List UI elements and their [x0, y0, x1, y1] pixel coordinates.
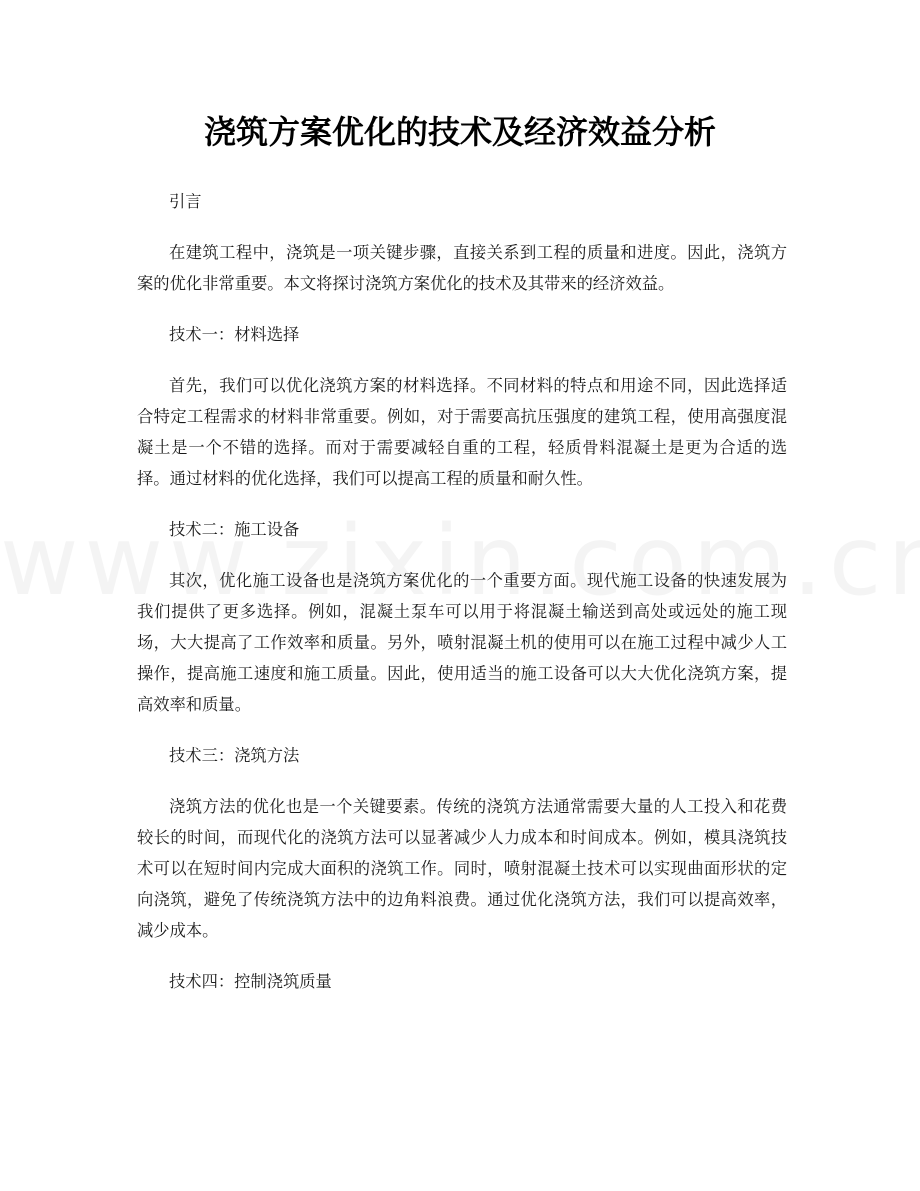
section-heading-tech-4: 技术四：控制浇筑质量: [169, 972, 332, 991]
section-heading-tech-2: 技术二：施工设备: [169, 520, 300, 539]
section-heading-tech-1: 技术一：材料选择: [169, 325, 300, 344]
paragraph-tech-1: 首先，我们可以优化浇筑方案的材料选择。不同材料的特点和用途不同，因此选择适合特定工程需求的材料非常重要。例如，对于需要高抗压强度的建筑工程，使用高强度混凝土是一个不错的选择。而对于需要减轻自重的工程，轻质骨料混凝土是更为合适的选择。通过材料的优化选择，我们可以提高工程的质量和耐久性。: [137, 376, 787, 488]
document-body: [137, 186, 787, 997]
paragraph-tech-2: 其次，优化施工设备也是浇筑方案优化的一个重要方面。现代施工设备的快速发展为我们提供了更多选择。例如，混凝土泵车可以用于将混凝土输送到高处或远处的施工现场，大大提高了工作效率和质量。另外，喷射混凝土机的使用可以在施工过程中减少人工操作，提高施工速度和施工质量。因此，使用适当的施工设备可以大大优化浇筑方案，提高效率和质量。: [137, 571, 787, 714]
document-title: 浇筑方案优化的技术及经济效益分析: [203, 113, 716, 151]
section-heading-intro: 引言: [169, 192, 202, 211]
paragraph-tech-3: 浇筑方法的优化也是一个关键要素。传统的浇筑方法通常需要大量的人工投入和花费较长的时间，而现代化的浇筑方法可以显著减少人力成本和时间成本。例如，模具浇筑技术可以在短时间内完成大面积的浇筑工作。同时，喷射混凝土技术可以实现曲面形状的定向浇筑，避免了传统浇筑方法中的边角料浪费。通过优化浇筑方法，我们可以提高效率，减少成本。: [137, 797, 787, 940]
section-heading-tech-3: 技术三：浇筑方法: [169, 746, 300, 765]
paragraph-intro: 在建筑工程中，浇筑是一项关键步骤，直接关系到工程的质量和进度。因此，浇筑方案的优化非常重要。本文将探讨浇筑方案优化的技术及其带来的经济效益。: [137, 243, 787, 293]
